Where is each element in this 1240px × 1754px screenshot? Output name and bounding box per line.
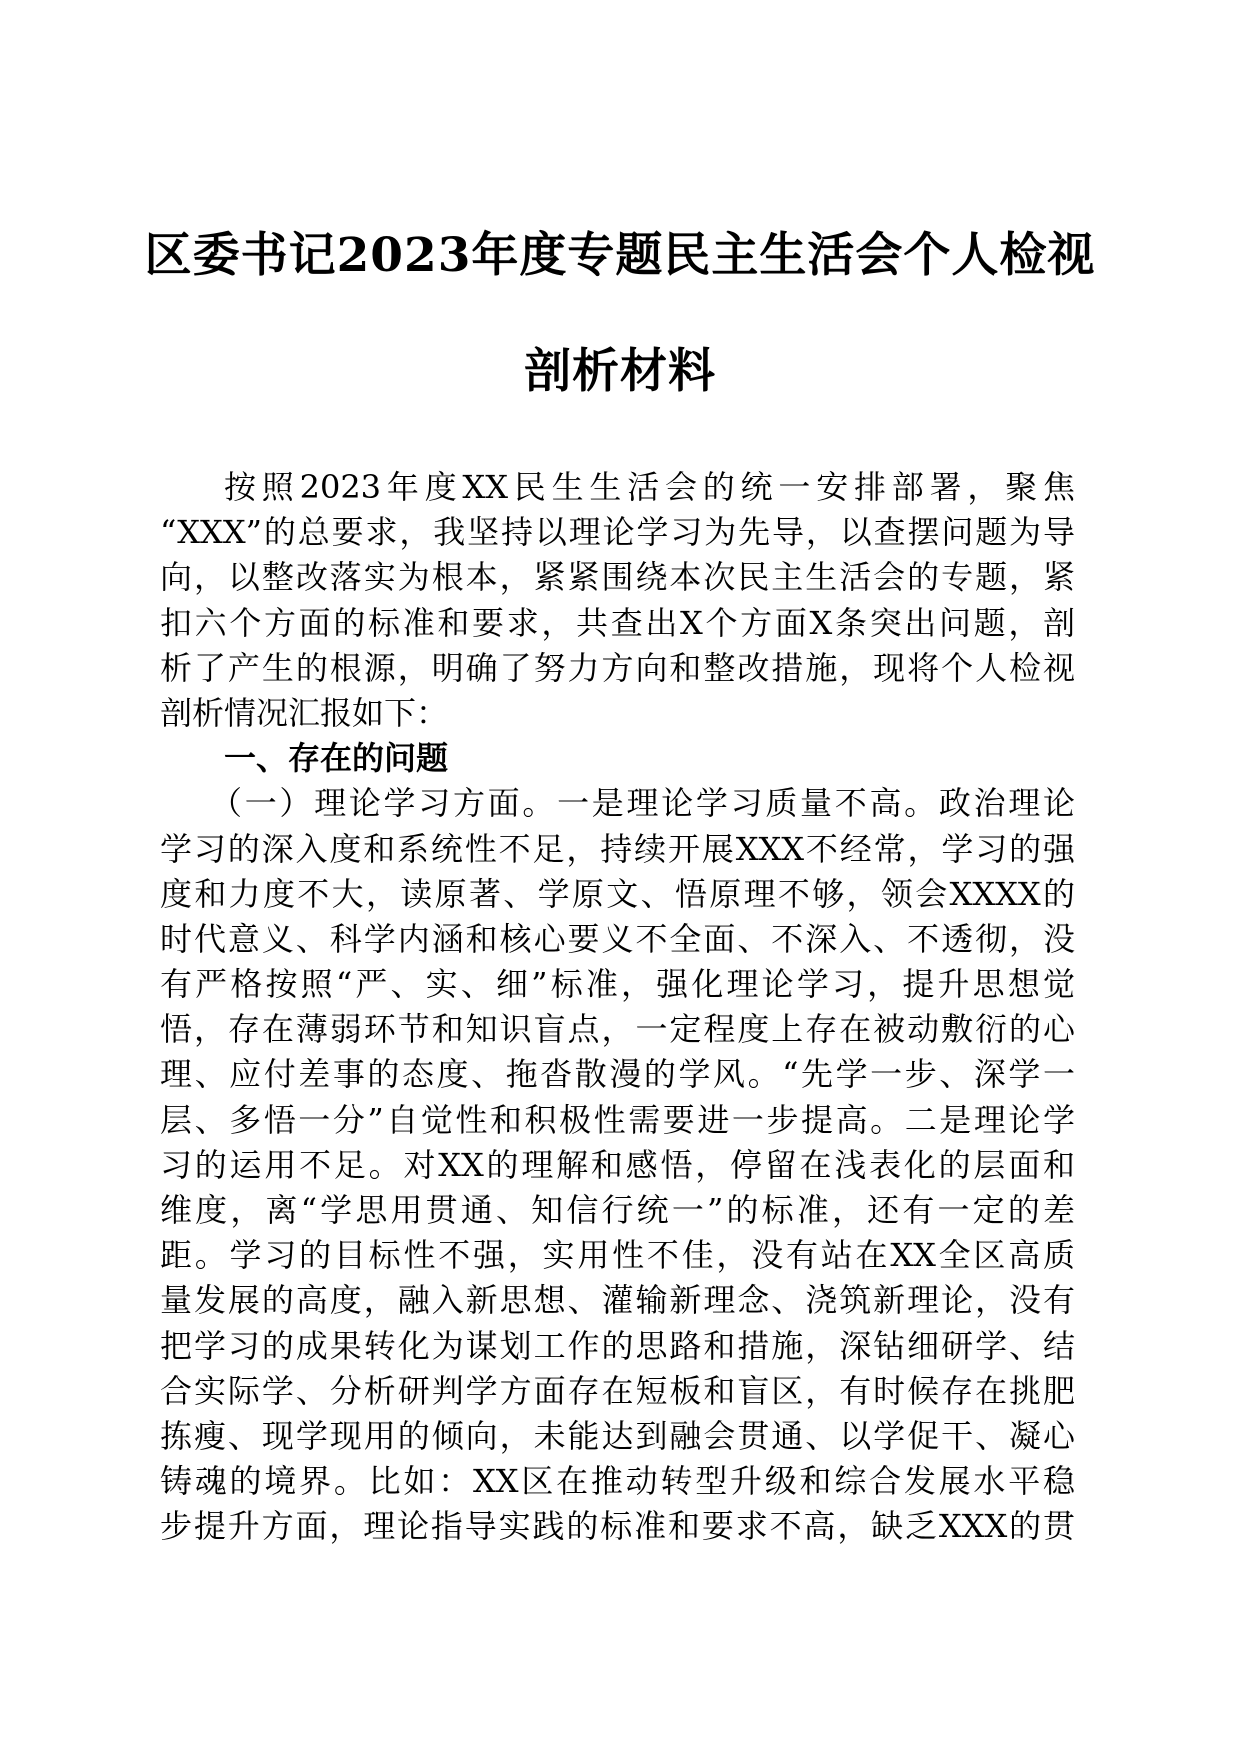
document-title-line-2: 剖析材料: [524, 344, 716, 399]
subsection-line: 把学习的成果转化为谋划工作的思路和措施，深钻细研学、结: [160, 1326, 1075, 1365]
subsection-line: 悟，存在薄弱环节和知识盲点，一定程度上存在被动敷衍的心: [160, 1010, 1075, 1049]
intro-line: “XXX”的总要求，我坚持以理论学习为先导，以查摆问题为导: [160, 513, 1075, 552]
subsection-line: 时代意义、科学内涵和核心要义不全面、不深入、不透彻，没: [160, 919, 1075, 958]
subsection-line: 学习的深入度和系统性不足，持续开展XXX不经常，学习的强: [160, 829, 1075, 868]
subsection-line: 步提升方面，理论指导实践的标准和要求不高，缺乏XXX的贯: [160, 1507, 1075, 1546]
intro-line: 扣六个方面的标准和要求，共查出X个方面X条突出问题，剖: [160, 603, 1075, 642]
intro-line: 按照2023年度XX民生生活会的统一安排部署，聚焦: [224, 468, 1075, 506]
subsection-line: 层、多悟一分”自觉性和积极性需要进一步提高。二是理论学: [160, 1100, 1075, 1139]
section-heading: 一、存在的问题: [224, 739, 449, 778]
subsection-line: 度和力度不大，读原著、学原文、悟原理不够，领会XXXX的: [160, 874, 1075, 913]
intro-line: 析了产生的根源，明确了努力方向和整改措施，现将个人检视: [160, 648, 1075, 687]
intro-line: 向，以整改落实为根本，紧紧围绕本次民主生活会的专题，紧: [160, 558, 1075, 597]
subsection-line: （一）理论学习方面。一是理论学习质量不高。政治理论: [210, 784, 1075, 823]
document-body: [160, 465, 1075, 1550]
subsection-line: 有严格按照“严、实、细”标准，强化理论学习，提升思想觉: [160, 965, 1075, 1004]
intro-line: 剖析情况汇报如下：: [160, 693, 449, 732]
subsection-line: 量发展的高度，融入新思想、灌输新理念、浇筑新理论，没有: [160, 1281, 1075, 1320]
subsection-line: 拣瘦、现学现用的倾向，未能达到融会贯通、以学促干、凝心: [160, 1416, 1075, 1455]
subsection-line: 铸魂的境界。比如：XX区在推动转型升级和综合发展水平稳: [160, 1462, 1075, 1501]
subsection-line: 维度，离“学思用贯通、知信行统一”的标准，还有一定的差: [160, 1191, 1075, 1229]
subsection-line: 合实际学、分析研判学方面存在短板和盲区，有时候存在挑肥: [160, 1371, 1075, 1410]
subsection-line: 理、应付差事的态度、拖沓散漫的学风。“先学一步、深学一: [160, 1055, 1075, 1094]
subsection-line: 距。学习的目标性不强，实用性不佳，没有站在XX全区高质: [160, 1236, 1075, 1275]
subsection-line: 习的运用不足。对XX的理解和感悟，停留在浅表化的层面和: [160, 1145, 1075, 1184]
document-title-line-1: 区委书记2023年度专题民主生活会个人检视: [144, 228, 1096, 283]
